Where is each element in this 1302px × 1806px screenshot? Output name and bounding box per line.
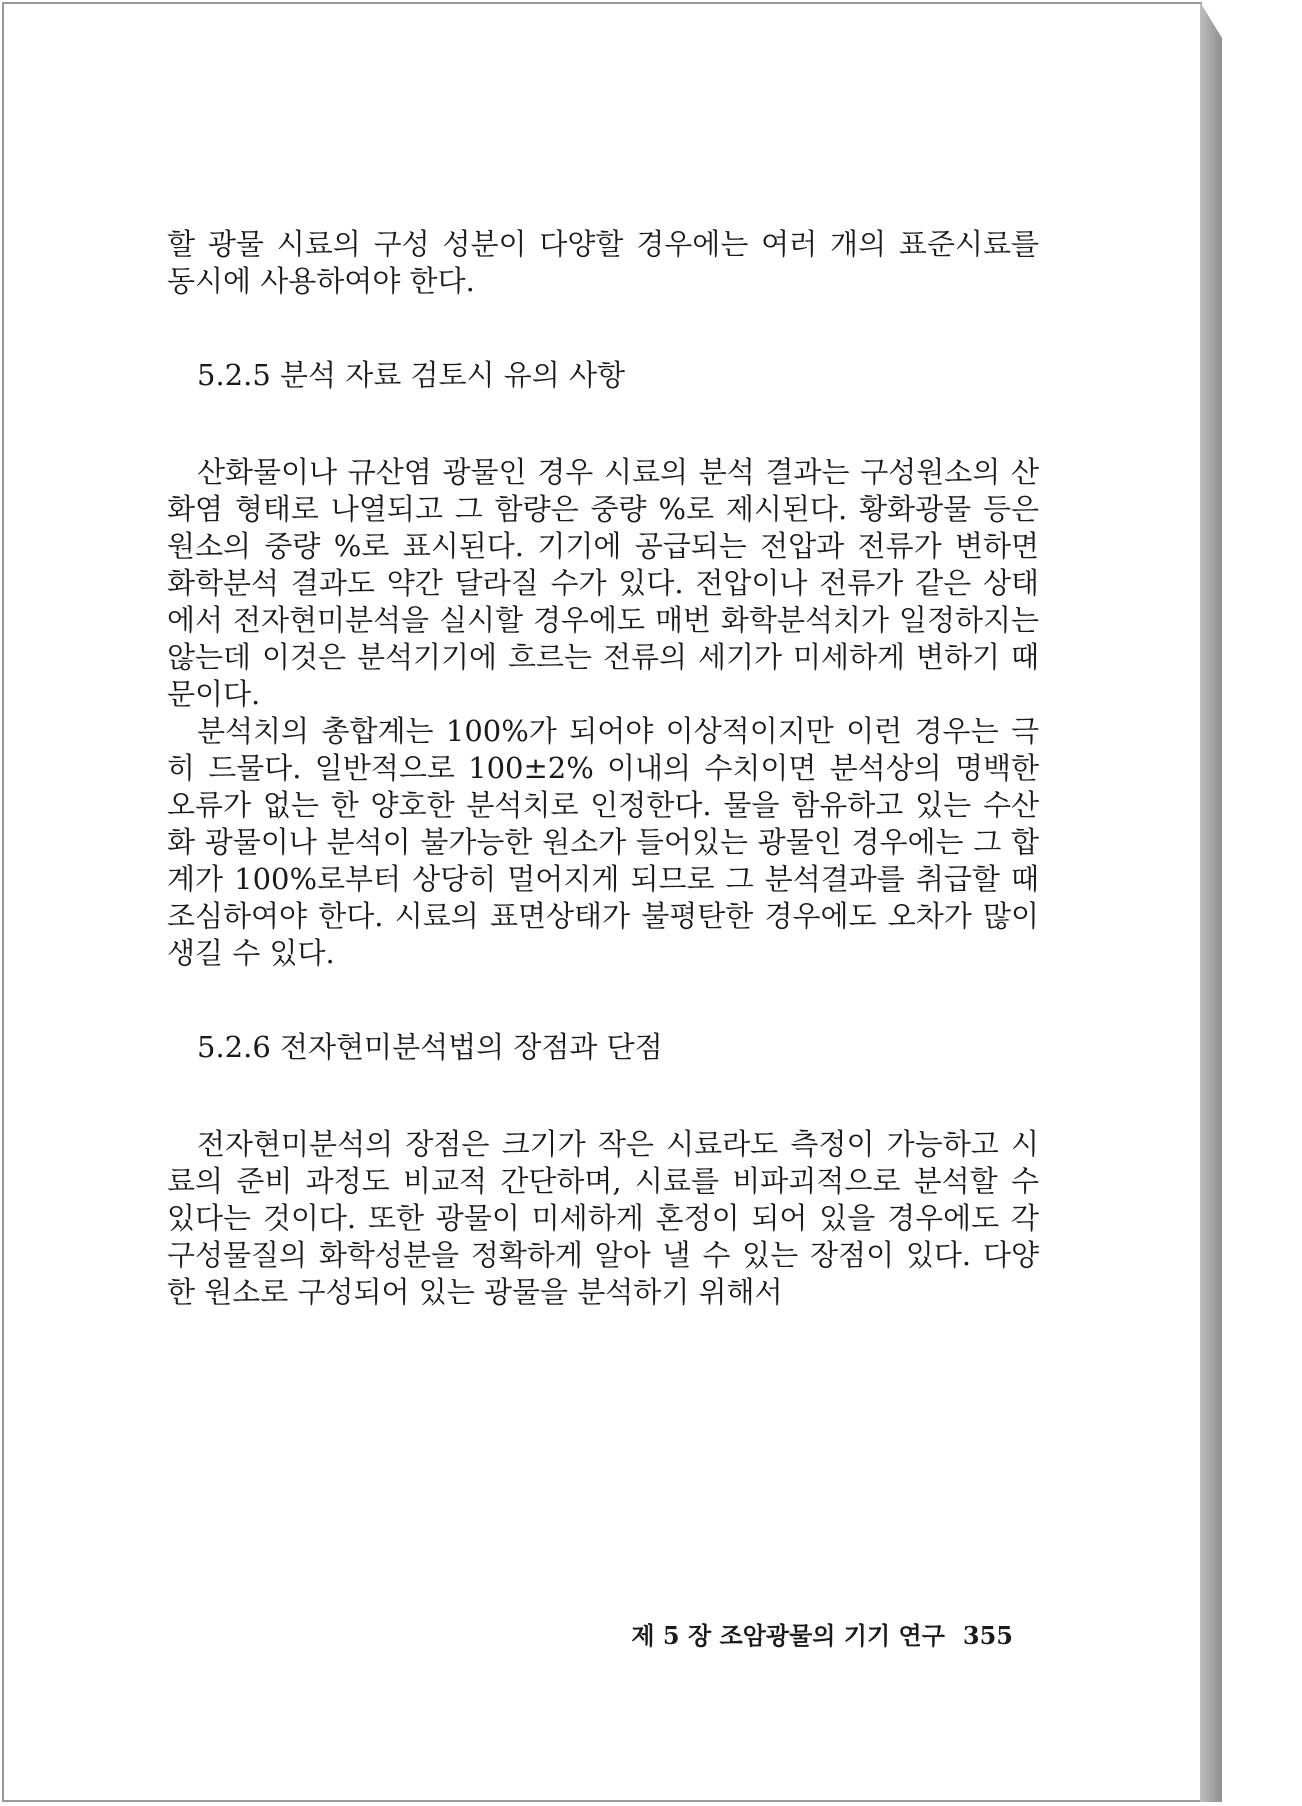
footer-chapter-title: 제 5 장 조암광물의 기기 연구: [631, 1621, 945, 1650]
section-5-2-5-paragraph-1: 산화물이나 규산염 광물인 경우 시료의 분석 결과는 구성원소의 산화염 형태로 나열되고 그 함량은 중량 %로 제시된다. 황화광물 등은 원소의 중량 %로 표시된다. 기기에 공급되는 전압과 전류가 변하면 화학분석 결과도 약간 달라질 수가 있다. 전압이나 전류가 같은 상태에서 전자현미분석을 실시할 경우에도 매번 화학분석치가 일정하지는 않는데 이것은 분석기기에 흐르는 전류의 세기가 미세하게 변하기 때문이다.: [167, 455, 1039, 711]
book-page: [2, 2, 1202, 1802]
section-heading-5-2-5: 5.2.5 분석 자료 검토시 유의 사항: [197, 358, 626, 392]
page-edge-shadow: [1200, 2, 1222, 1802]
page-number: 355: [962, 1621, 1013, 1650]
section-5-2-6-paragraph-1: 전자현미분석의 장점은 크기가 작은 시료라도 측정이 가능하고 시료의 준비 과정도 비교적 간단하며, 시료를 비파괴적으로 분석할 수 있다는 것이다. 또한 광물이 미세하게 혼정이 되어 있을 경우에도 각 구성물질의 화학성분을 정확하게 알아 낼 수 있는 장점이 있다. 다양한 원소로 구성되어 있는 광물을 분석하기 위해서: [167, 1127, 1039, 1309]
page-body: [167, 226, 1039, 1311]
section-5-2-5-paragraph-2: 분석치의 총합계는 100%가 되어야 이상적이지만 이런 경우는 극히 드물다. 일반적으로 100±2% 이내의 수치이면 분석상의 명백한 오류가 없는 한 양호한 분석치로 인정한다. 물을 함유하고 있는 수산화 광물이나 분석이 불가능한 원소가 들어있는 광물인 경우에는 그 합계가 100%로부터 상당히 멀어지게 되므로 그 분석결과를 취급할 때 조심하여야 한다. 시료의 표면상태가 불평탄한 경우에도 오차가 많이 생길 수 있다.: [167, 714, 1039, 970]
section-heading-5-2-6: 5.2.6 전자현미분석법의 장점과 단점: [197, 1030, 663, 1064]
running-footer: [604, 1616, 1013, 1651]
intro-paragraph: 할 광물 시료의 구성 성분이 다양할 경우에는 여러 개의 표준시료를 동시에 사용하여야 한다.: [167, 227, 1039, 298]
